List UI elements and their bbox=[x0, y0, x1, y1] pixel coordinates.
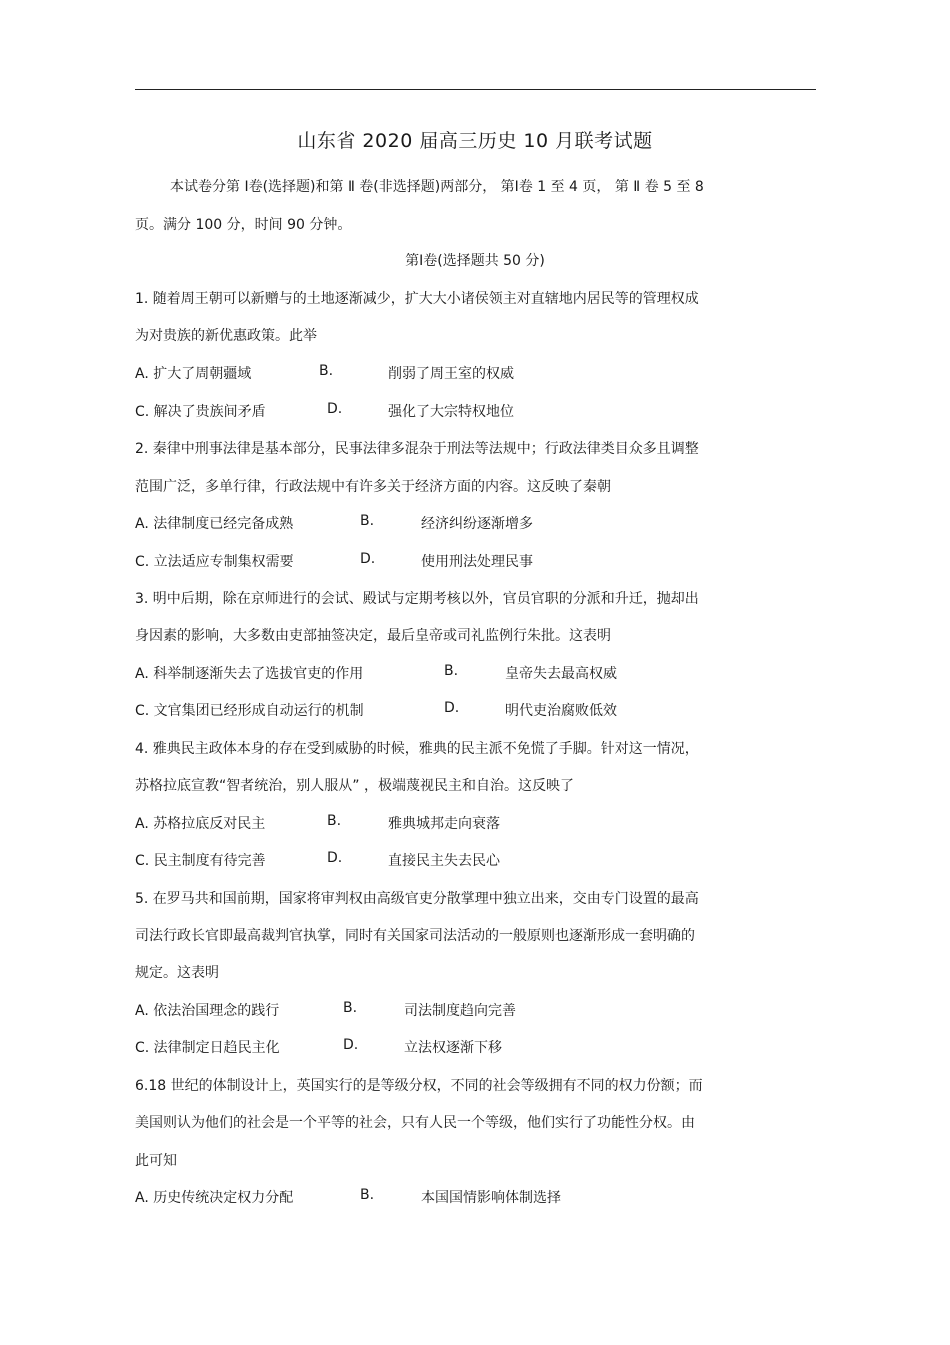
question-3-option-c: C. 文官集团已经形成自动运行的机制 bbox=[135, 703, 364, 719]
question-1-option-d: 强化了大宗特权地位 bbox=[388, 404, 514, 420]
question-4-stem-line-1: 4. 雅典民主政体本身的存在受到威胁的时候，雅典的民主派不免慌了手脚。针对这一情况， bbox=[135, 741, 699, 757]
question-2-option-c: C. 立法适应专制集权需要 bbox=[135, 554, 294, 570]
question-4-option-b: 雅典城邦走向衰落 bbox=[388, 816, 500, 832]
question-3-option-b-label: B. bbox=[444, 663, 459, 679]
question-2-option-d: 使用刑法处理民事 bbox=[421, 554, 533, 570]
question-3-option-a: A. 科举制逐渐失去了选拔官吏的作用 bbox=[135, 666, 364, 682]
question-5-option-b-label: B. bbox=[343, 1000, 358, 1016]
question-4-option-b-label: B. bbox=[327, 813, 342, 829]
question-6-stem-line-1: 6.18 世纪的体制设计上，英国实行的是等级分权，不同的社会等级拥有不同的权力份额；而 bbox=[135, 1078, 703, 1094]
question-5-stem-line-1: 5. 在罗马共和国前期，国家将审判权由高级官吏分散掌理中独立出来，交由专门设置的最高 bbox=[135, 891, 699, 907]
question-3-option-d-label: D. bbox=[444, 700, 460, 716]
header-rule bbox=[135, 89, 816, 90]
question-5-stem-line-2: 司法行政长官即最高裁判官执掌，同时有关国家司法活动的一般原则也逐渐形成一套明确的 bbox=[135, 928, 695, 944]
question-3-option-d: 明代吏治腐败低效 bbox=[505, 703, 617, 719]
question-4-option-d-label: D. bbox=[327, 850, 343, 866]
question-6-stem-line-3: 此可知 bbox=[135, 1153, 177, 1169]
question-2-option-b: 经济纠纷逐渐增多 bbox=[421, 516, 533, 532]
question-2-option-d-label: D. bbox=[360, 551, 376, 567]
question-4-option-d: 直接民主失去民心 bbox=[388, 853, 500, 869]
question-5-option-b: 司法制度趋向完善 bbox=[404, 1003, 516, 1019]
question-2-option-b-label: B. bbox=[360, 513, 375, 529]
question-1-stem-line-2: 为对贵族的新优惠政策。此举 bbox=[135, 328, 317, 344]
question-6-option-a: A. 历史传统决定权力分配 bbox=[135, 1190, 294, 1206]
question-5-option-c: C. 法律制定日趋民主化 bbox=[135, 1040, 280, 1056]
question-1-option-c: C. 解决了贵族间矛盾 bbox=[135, 404, 266, 420]
question-5-option-d: 立法权逐渐下移 bbox=[404, 1040, 502, 1056]
intro-line-1: 本试卷分第 Ⅰ卷(选择题)和第 Ⅱ 卷(非选择题)两部分， 第Ⅰ卷 1 至 4 页， 第 Ⅱ 卷 5 至 8 bbox=[170, 179, 704, 195]
question-6-stem-line-2: 美国则认为他们的社会是一个平等的社会，只有人民一个等级，他们实行了功能性分权。由 bbox=[135, 1115, 695, 1131]
question-5-option-a: A. 依法治国理念的践行 bbox=[135, 1003, 280, 1019]
question-3-stem-line-2: 身因素的影响，大多数由吏部抽签决定，最后皇帝或司礼监例行朱批。这表明 bbox=[135, 628, 611, 644]
question-5-option-d-label: D. bbox=[343, 1037, 359, 1053]
question-2-stem-line-2: 范围广泛，多单行律，行政法规中有许多关于经济方面的内容。这反映了秦朝 bbox=[135, 479, 611, 495]
intro-line-2: 页。满分 100 分，时间 90 分钟。 bbox=[135, 217, 352, 233]
section-title: 第Ⅰ卷(选择题共 50 分) bbox=[405, 253, 545, 269]
question-6-option-b: 本国国情影响体制选择 bbox=[421, 1190, 561, 1206]
question-4-option-c: C. 民主制度有待完善 bbox=[135, 853, 266, 869]
question-6-option-b-label: B. bbox=[360, 1187, 375, 1203]
question-4-option-a: A. 苏格拉底反对民主 bbox=[135, 816, 266, 832]
question-2-option-a: A. 法律制度已经完备成熟 bbox=[135, 516, 294, 532]
question-1-option-b-label: B. bbox=[319, 363, 334, 379]
question-1-option-b: 削弱了周王室的权威 bbox=[388, 366, 514, 382]
question-3-stem-line-1: 3. 明中后期，除在京师进行的会试、殿试与定期考核以外，官员官职的分派和升迁，抛却出 bbox=[135, 591, 699, 607]
question-5-stem-line-3: 规定。这表明 bbox=[135, 965, 219, 981]
question-1-option-a: A. 扩大了周朝疆域 bbox=[135, 366, 252, 382]
question-1-option-d-label: D. bbox=[327, 401, 343, 417]
question-1-stem-line-1: 1. 随着周王朝可以新赠与的土地逐渐减少，扩大大小诸侯领主对直辖地内居民等的管理权成 bbox=[135, 291, 699, 307]
question-4-stem-line-2: 苏格拉底宣教“智者统治，别人服从” ，极端蔑视民主和自治。这反映了 bbox=[135, 778, 574, 794]
question-2-stem-line-1: 2. 秦律中刑事法律是基本部分，民事法律多混杂于刑法等法规中；行政法律类目众多且调整 bbox=[135, 441, 699, 457]
question-3-option-b: 皇帝失去最高权威 bbox=[505, 666, 617, 682]
exam-title: 山东省 2020 届高三历史 10 月联考试题 bbox=[297, 130, 653, 152]
